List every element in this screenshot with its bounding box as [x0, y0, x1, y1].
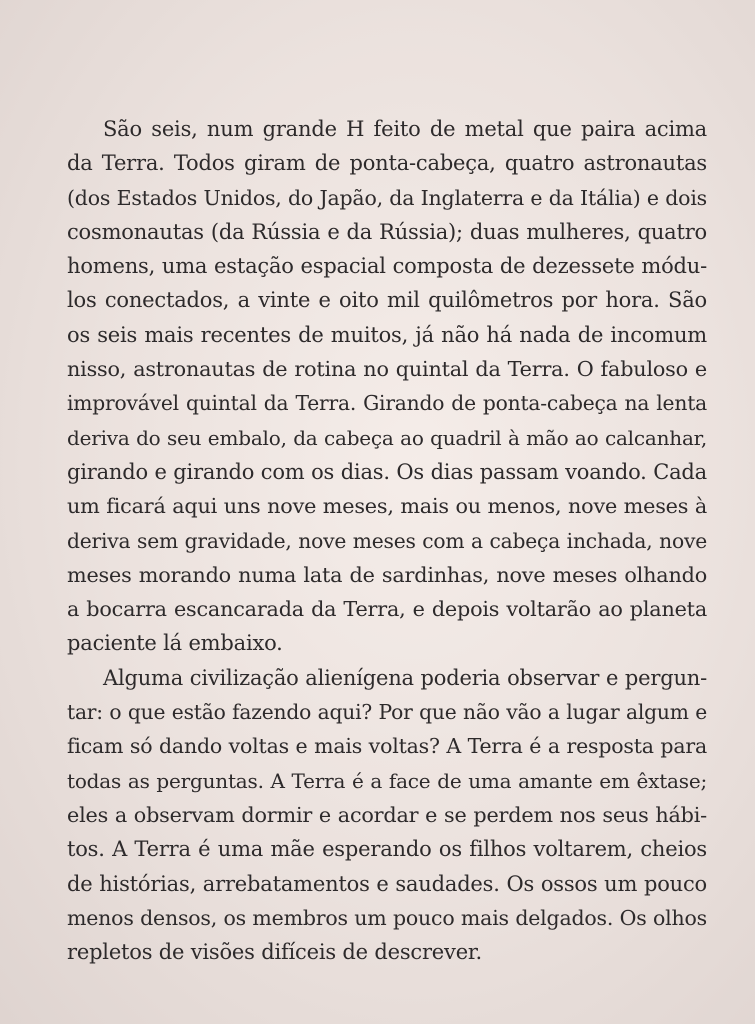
text-line: paciente lá embaixo. [67, 631, 283, 656]
text-line: deriva do seu embalo, da cabeça ao quadril à mão ao calcanhar, [67, 425, 707, 450]
text-line: de histórias, arrebatamentos e saudades. Os ossos um pouco [67, 871, 707, 896]
text-line: meses morando numa lata de sardinhas, nove meses olhando [67, 562, 707, 587]
text-line: tar: o que estão fazendo aqui? Por que não vão a lugar algum e [67, 700, 707, 725]
text-line: a bocarra escancarada da Terra, e depois voltarão ao planeta [67, 597, 707, 622]
text-line: (dos Estados Unidos, do Japão, da Inglaterra e da Itália) e dois [67, 185, 707, 210]
text-line: homens, uma estação espacial composta de dezessete módu- [67, 254, 707, 279]
text-line: tos. A Terra é uma mãe esperando os filhos voltarem, cheios [67, 837, 707, 862]
text-line: ficam só dando voltas e mais voltas? A Terra é a resposta para [67, 734, 707, 759]
body-text [67, 112, 707, 969]
text-line: um ficará aqui uns nove meses, mais ou menos, nove meses à [67, 494, 707, 519]
text-line: os seis mais recentes de muitos, já não há nada de incomum [67, 322, 707, 347]
text-line: nisso, astronautas de rotina no quintal da Terra. O fabuloso e [67, 357, 707, 382]
text-line: repletos de visões difíceis de descrever. [67, 940, 482, 965]
text-line: deriva sem gravidade, nove meses com a cabeça inchada, nove [67, 528, 707, 553]
text-line: menos densos, os membros um pouco mais delgados. Os olhos [67, 905, 707, 930]
text-line: da Terra. Todos giram de ponta-cabeça, quatro astronautas [67, 151, 707, 176]
text-line: improvável quintal da Terra. Girando de ponta-cabeça na lenta [67, 391, 707, 416]
text-line: eles a observam dormir e acordar e se perdem nos seus hábi- [67, 802, 707, 827]
text-line: cosmonautas (da Rússia e da Rússia); duas mulheres, quatro [67, 219, 707, 244]
text-line: girando e girando com os dias. Os dias passam voando. Cada [67, 459, 707, 484]
paragraph [67, 661, 707, 970]
text-line: Alguma civilização alienígena poderia observar e pergun- [103, 665, 707, 690]
text-line: todas as perguntas. A Terra é a face de uma amante em êxtase; [67, 768, 707, 793]
text-line: São seis, num grande H feito de metal que paira acima [103, 117, 707, 141]
text-line: los conectados, a vinte e oito mil quilômetros por hora. São [67, 288, 707, 313]
paragraph [67, 112, 707, 661]
